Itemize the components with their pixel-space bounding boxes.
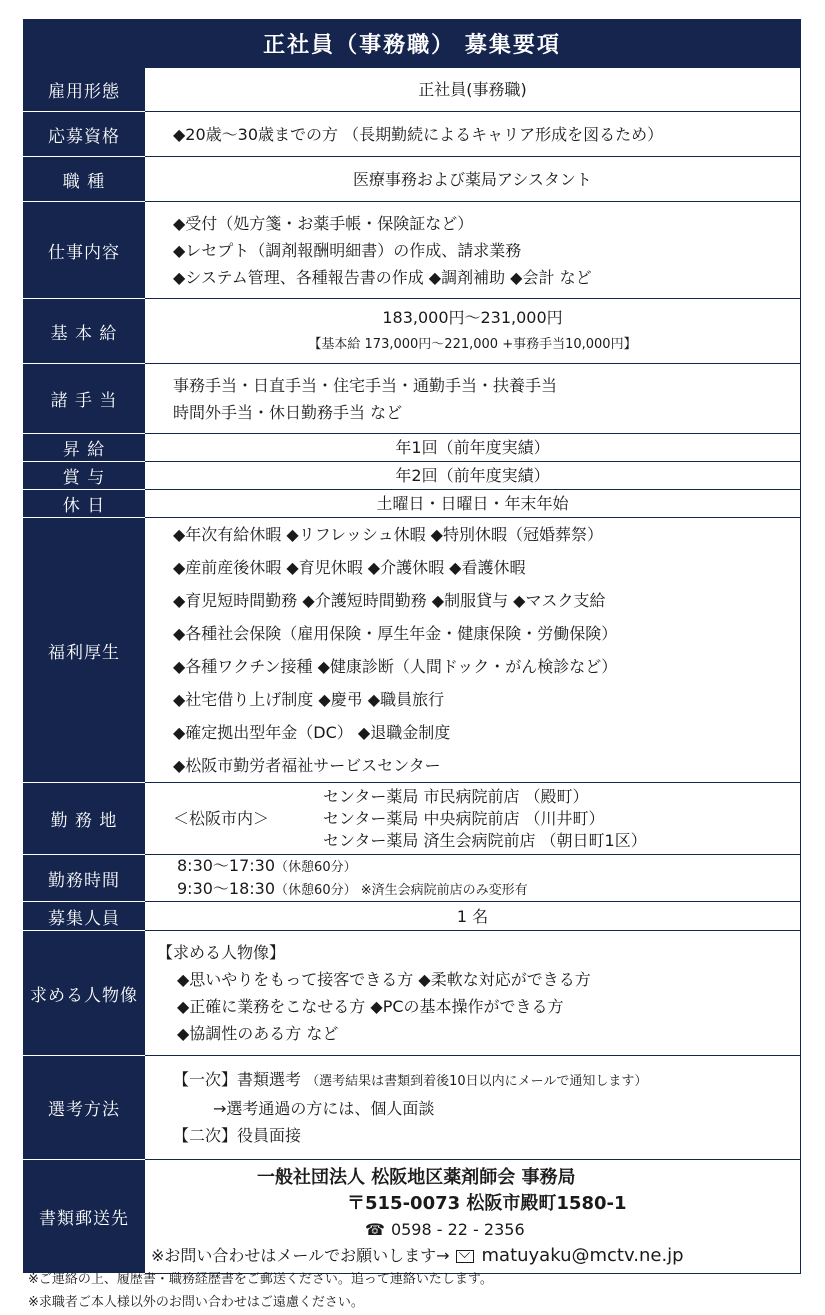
mailing-org: 一般社団法人 松阪地区薬剤師会 事務局 [257,1166,576,1188]
workplace-store: センター薬局 中央病院前店 （川井町） [323,808,605,828]
value-base-salary [145,299,801,364]
label-workplace: 勤 務 地 [24,783,145,855]
hours-shift-1: 8:30～17:30 [177,856,276,875]
row-holidays [24,490,801,518]
telephone-icon: ☎ [365,1219,385,1239]
label-allowances: 諸 手 当 [24,364,145,434]
duties-line: ◆受付（処方箋・お薬手帳・保険証など） [173,213,474,233]
label-openings: 募集人員 [24,902,145,931]
label-job-type: 職 種 [24,157,145,202]
selection-second: 【二次】役員面接 [173,1126,302,1145]
footer-note: ※ご連絡の上、履歴書・職務経歴書をご郵送ください。追って連絡いたします。 [28,1272,493,1287]
salary-breakdown: 【基本給 173,000円～221,000 +事務手当10,000円】 [308,337,637,352]
row-employment-type [24,68,801,112]
workplace-area: ＜松阪市内＞ [173,808,270,828]
welfare-line: ◆各種ワクチン接種 ◆健康診断（人間ドック・がん検診など） [173,657,618,676]
welfare-line: ◆社宅借り上げ制度 ◆慶弔 ◆職員旅行 [173,690,445,709]
label-raise: 昇 給 [24,434,145,462]
value-duties [145,202,801,299]
value-welfare [145,518,801,783]
duties-line: ◆レセプト（調剤報酬明細書）の作成、請求業務 [173,240,522,260]
ideal-line: ◆協調性のある方 など [177,1024,339,1043]
row-base-salary [24,299,801,364]
value-job-type: 医療事務および薬局アシスタント [145,157,801,202]
label-selection: 選考方法 [24,1056,145,1160]
welfare-line: ◆年次有給休暇 ◆リフレッシュ休暇 ◆特別休暇（冠婚葬祭） [173,525,603,544]
welfare-line: ◆確定拠出型年金（DC） ◆退職金制度 [173,723,451,742]
allowance-line: 事務手当・日直手当・住宅手当・通勤手当・扶養手当 [173,375,558,395]
welfare-line: ◆松阪市勤労者福祉サービスセンター [173,756,441,775]
mailing-address: 〒515-0073 松阪市殿町1580-1 [347,1192,627,1214]
row-qualification [24,112,801,157]
welfare-line: ◆育児短時間勤務 ◆介護短時間勤務 ◆制服貸与 ◆マスク支給 [173,591,606,610]
ideal-line: ◆思いやりをもって接客できる方 ◆柔軟な対応ができる方 [177,970,591,989]
mailing-inquiry: ※お問い合わせはメールでお願いします→ [151,1245,450,1265]
footer-notes [28,1268,493,1314]
selection-first: 【一次】書類選考 [173,1070,302,1089]
row-openings [24,902,801,931]
value-qualification: ◆20歳～30歳までの方 （長期勤続によるキャリア形成を図るため） [145,112,801,157]
label-bonus: 賞 与 [24,462,145,490]
value-raise: 年1回（前年度実績） [145,434,801,462]
mailing-tel: 0598 - 22 - 2356 [390,1219,525,1239]
footer-note: ※求職者ご本人様以外のお問い合わせはご遠慮ください。 [28,1295,364,1310]
row-selection [24,1056,801,1160]
label-ideal: 求める人物像 [24,931,145,1056]
value-mailing [145,1160,801,1274]
recruitment-sheet [23,19,801,1274]
row-bonus [24,462,801,490]
label-holidays: 休 日 [24,490,145,518]
value-bonus: 年2回（前年度実績） [145,462,801,490]
workplace-store: センター薬局 市民病院前店 （殿町） [323,786,589,806]
value-ideal [145,931,801,1056]
welfare-line: ◆産前産後休暇 ◆育児休暇 ◆介護休暇 ◆看護休暇 [173,558,526,577]
row-ideal [24,931,801,1056]
mailing-email[interactable]: matuyaku@mctv.ne.jp [481,1244,684,1266]
ideal-heading: 【求める人物像】 [157,943,286,962]
row-welfare [24,518,801,783]
salary-range: 183,000円～231,000円 [382,308,563,327]
label-qualification: 応募資格 [24,112,145,157]
value-allowances [145,364,801,434]
row-mailing [24,1160,801,1274]
hours-shift-2: 9:30～18:30 [177,879,276,898]
value-selection [145,1056,801,1160]
value-holidays: 土曜日・日曜日・年末年始 [145,490,801,518]
label-duties: 仕事内容 [24,202,145,299]
value-workplace [145,783,801,855]
row-raise [24,434,801,462]
label-mailing: 書類郵送先 [24,1160,145,1274]
row-workplace [24,783,801,855]
row-allowances [24,364,801,434]
welfare-line: ◆各種社会保険（雇用保険・厚生年金・健康保険・労働保険） [173,624,618,643]
label-employment-type: 雇用形態 [24,68,145,112]
mail-icon [456,1250,474,1263]
selection-first-note: （選考結果は書類到着後10日以内にメールで通知します） [306,1074,648,1089]
page-title: 正社員（事務職） 募集要項 [23,19,801,67]
duties-line: ◆システム管理、各種報告書の作成 ◆調剤補助 ◆会計 など [173,267,592,287]
hours-note-1: （休憩60分） [275,860,357,875]
hours-note-2: （休憩60分） ※済生会病院前店のみ変形有 [275,883,528,898]
workplace-store: センター薬局 済生会病院前店 （朝日町1区） [323,830,647,850]
label-base-salary: 基 本 給 [24,299,145,364]
row-hours [24,855,801,902]
requirements-table [23,67,801,1274]
row-job-type [24,157,801,202]
value-employment-type: 正社員(事務職) [145,68,801,112]
value-hours [145,855,801,902]
ideal-line: ◆正確に業務をこなせる方 ◆PCの基本操作ができる方 [177,997,564,1016]
label-hours: 勤務時間 [24,855,145,902]
selection-arrow: →選考通過の方には、個人面談 [213,1099,435,1118]
value-openings: 1 名 [145,902,801,931]
allowance-line: 時間外手当・休日勤務手当 など [173,402,403,422]
row-duties [24,202,801,299]
label-welfare: 福利厚生 [24,518,145,783]
